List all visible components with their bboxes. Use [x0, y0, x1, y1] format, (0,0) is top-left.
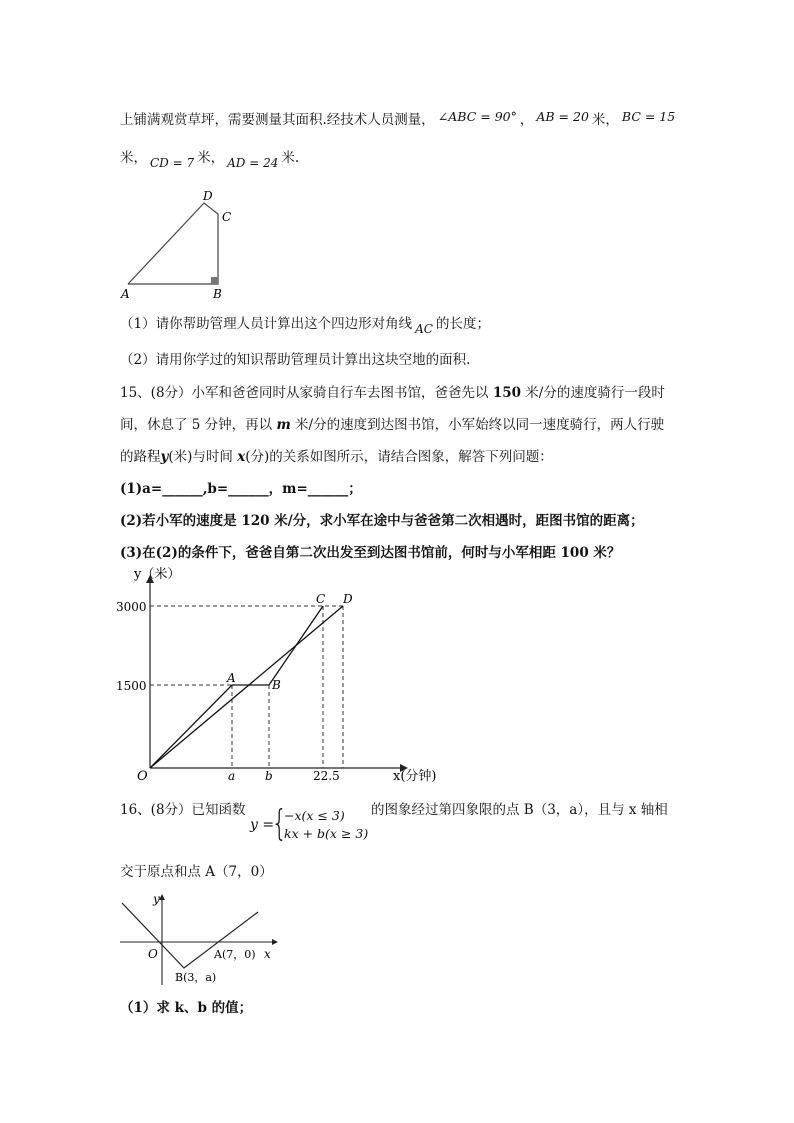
q15-part2: (2)若小军的速度是 120 米/分，求小军在途中与爸爸第二次相遇时，距图书馆的距离；	[120, 513, 644, 529]
q16-point-a: A(7，0)	[214, 948, 256, 961]
q14-label-d: D	[203, 189, 213, 203]
q14-ab: AB = 20	[536, 109, 589, 124]
q15-m: m	[276, 417, 291, 433]
q14-angle: ∠ABC = 90°	[437, 109, 517, 124]
q14-sub1-a: （1）请你帮助管理人员计算出这个四边形对角线	[120, 316, 413, 332]
q14-cd: CD = 7	[150, 156, 195, 170]
q15-y-label: y（米）	[134, 567, 181, 582]
q15-x-label: x(分钟)	[393, 769, 437, 784]
q15-line2-a: 间，休息了 5 分钟，再以	[120, 417, 277, 433]
q15-part3: (3)在(2)的条件下，爸爸自第二次出发至到达图书馆前，何时与小军相距 100 米？	[120, 545, 621, 561]
q15-origin: O	[137, 769, 148, 784]
q15-line3-b: (米)与时间	[168, 449, 238, 465]
q15-tick-a: a	[228, 769, 236, 783]
q16-sub1: （1）求 k、b 的值；	[120, 1000, 253, 1016]
q14-ad: AD = 24	[227, 156, 279, 170]
q16-tail: 的图象经过第四象限的点 B（3，a），且与 x 轴相	[371, 802, 668, 818]
q15-point-a: A	[227, 671, 236, 685]
q16-x-label: x	[264, 947, 271, 961]
q14-bc: BC = 15	[621, 109, 676, 124]
q15-point-d: D	[343, 592, 353, 606]
q14-sub2: （2）请用你学过的知识帮助管理员计算出这块空地的面积.	[120, 352, 471, 368]
q16-y-label: y	[153, 892, 160, 906]
q15-line1-b: 米/分的速度骑行一段时	[521, 385, 665, 401]
q16-x-arrow	[272, 939, 278, 945]
q16-origin: O	[148, 947, 158, 961]
q15-tick-b: b	[265, 769, 273, 783]
q14-sub1-ac: AC	[415, 322, 433, 336]
q16-func-y: y =	[250, 817, 275, 833]
q15-x: x	[237, 449, 246, 465]
q15-line2-b: 米/分的速度到达图书馆，小军始终以同一速度骑行，两人行驶	[290, 417, 665, 433]
q15-y: y	[160, 449, 169, 465]
q16-point-b: B(3，a)	[175, 971, 217, 984]
q16-brace: {	[271, 803, 288, 844]
q16-line2: 交于原点和点 A（7，0）	[120, 864, 273, 880]
q14-label-c: C	[222, 210, 232, 224]
q15-tick-22-5: 22.5	[313, 769, 340, 783]
q15-part1: (1)a=______,b=______，m=______；	[120, 481, 362, 497]
q15-tick-1500: 1500	[116, 679, 147, 693]
q15-point-c: C	[316, 592, 326, 606]
q15-tick-3000: 3000	[116, 600, 147, 614]
q15-point-b: B	[272, 678, 281, 692]
q14-line1-text: 上铺满观赏草坪，需要测量其面积.经技术人员测量，	[120, 112, 435, 128]
q16-case1: −x(x ≤ 3)	[284, 808, 345, 823]
q14-mi2: 米，	[197, 150, 225, 166]
q16-y-arrow	[159, 894, 165, 900]
q14-mi3: 米.	[281, 150, 300, 166]
q16-intro: 16、(8分）已知函数	[120, 802, 246, 818]
q14-label-b: B	[213, 287, 222, 301]
q14-sub1-b: 的长度；	[435, 316, 490, 332]
q15-line3-a: 的路程	[120, 449, 161, 465]
q14-label-a: A	[121, 287, 130, 301]
q14-mi1: 米，	[591, 112, 619, 128]
q14-sep: ，	[519, 112, 534, 128]
q15-speed: 150	[492, 385, 522, 401]
q16-case2: kx + b(x ≥ 3)	[284, 826, 369, 841]
q15-line3-c: (分)的关系如图所示，请结合图象，解答下列问题：	[245, 449, 553, 465]
q14-line2-mi: 米，	[120, 150, 147, 166]
q15-line1-a: 15、(8分）小军和爸爸同时从家骑自行车去图书馆，爸爸先以	[120, 385, 493, 401]
